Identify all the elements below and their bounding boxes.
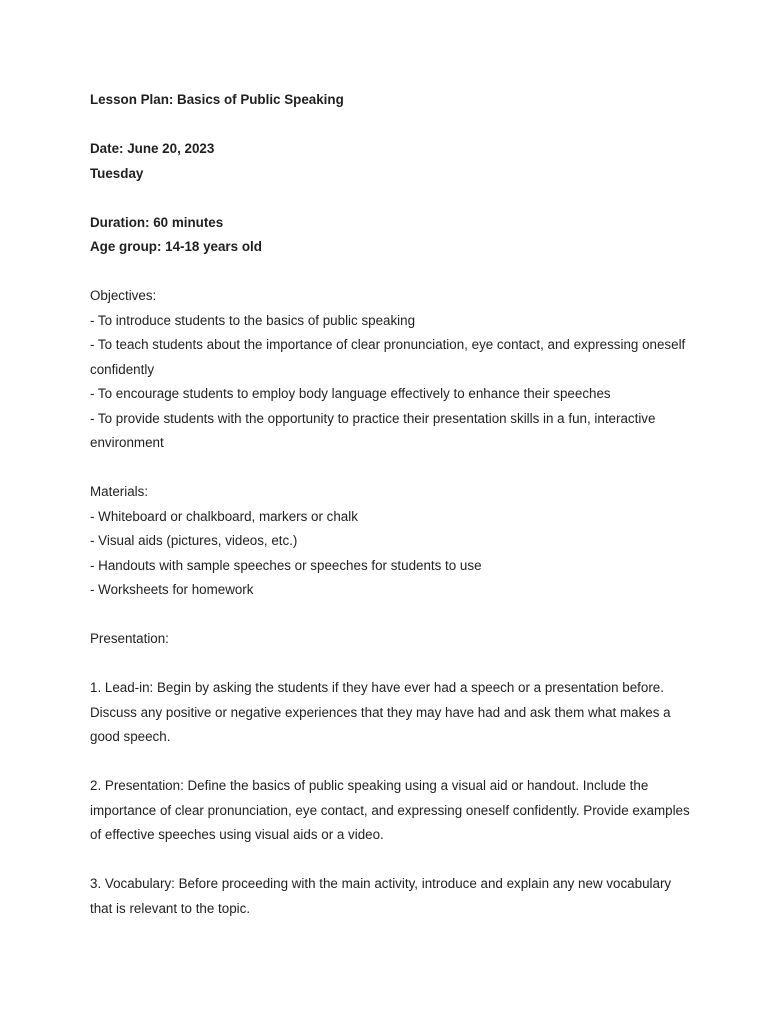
document-title: Lesson Plan: Basics of Public Speaking xyxy=(90,92,344,107)
material-item: - Visual aids (pictures, videos, etc.) xyxy=(90,533,298,548)
objective-item: - To encourage students to employ body language effectively to enhance their speeches xyxy=(90,386,611,401)
objective-item: - To provide students with the opportunity to practice their presentation skills in a fun, interactive environment xyxy=(90,410,656,450)
spacer xyxy=(90,848,690,873)
material-item: - Handouts with sample speeches or speeches for students to use xyxy=(90,557,482,573)
document-page xyxy=(90,88,690,921)
lesson-age-group: Age group: 14-18 years old xyxy=(90,239,262,254)
presentation-step: 3. Vocabulary: Before proceeding with the main activity, introduce and explain any new vocabulary that is relevant to the topic. xyxy=(90,876,672,916)
spacer xyxy=(90,750,690,775)
presentation-step: 1. Lead-in: Begin by asking the students if they have ever had a speech or a presentation before. Discuss any positive or negative experiences that they may have had and ask them what makes a good speech. xyxy=(90,680,671,744)
material-item: - Worksheets for homework xyxy=(90,582,254,597)
material-item: - Whiteboard or chalkboard, markers or chalk xyxy=(90,508,358,524)
lesson-date: Date: June 20, 2023 xyxy=(90,141,215,156)
spacer xyxy=(90,186,690,211)
materials-heading: Materials: xyxy=(90,484,149,499)
spacer xyxy=(90,113,690,138)
spacer xyxy=(90,260,690,285)
lesson-weekday: Tuesday xyxy=(90,165,144,181)
lesson-duration: Duration: 60 minutes xyxy=(90,214,224,230)
spacer xyxy=(90,652,690,677)
objectives-heading: Objectives: xyxy=(90,288,157,303)
presentation-step: 2. Presentation: Define the basics of public speaking using a visual aid or handout. Include the importance of clear pronunciation, eye contact, and expressing oneself confidently. Provide examples of effective speeches using visual aids or a video. xyxy=(90,778,690,842)
spacer xyxy=(90,603,690,628)
spacer xyxy=(90,456,690,481)
presentation-heading: Presentation: xyxy=(90,631,169,646)
objective-item: - To teach students about the importance of clear pronunciation, eye contact, and expressing oneself confidently xyxy=(90,337,686,377)
objective-item: - To introduce students to the basics of public speaking xyxy=(90,312,416,328)
